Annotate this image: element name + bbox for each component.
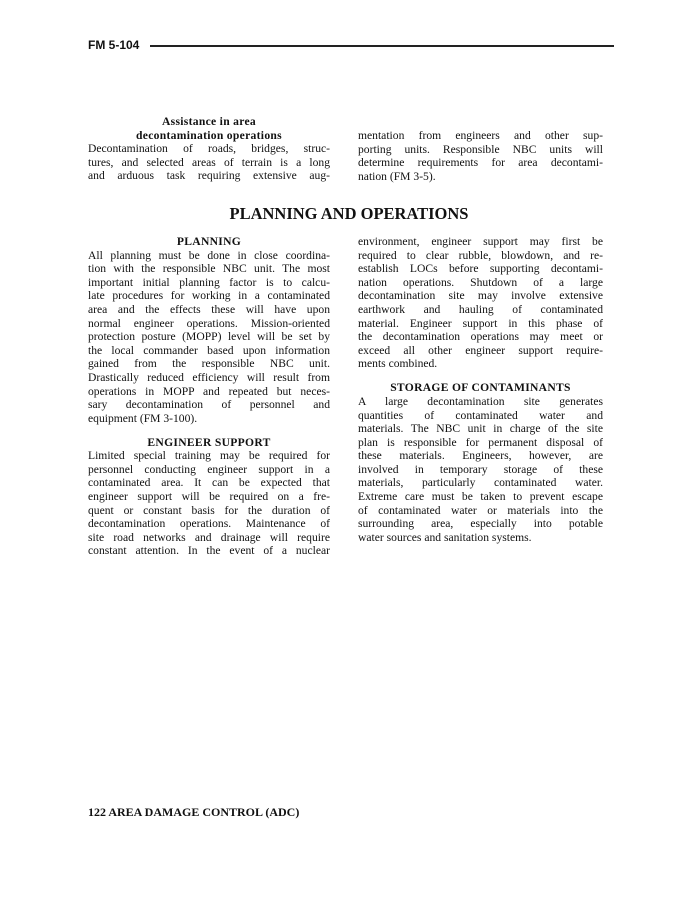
text-line: constant attention. In the event of a nuclear [88, 544, 330, 558]
paragraph [88, 142, 330, 183]
column-block [358, 129, 603, 183]
text-line: required to clear rubble, blowdown, and re- [358, 248, 603, 262]
text-line: and arduous task requiring extensive aug- [88, 169, 330, 183]
text-line: the local commander based upon information [88, 343, 330, 357]
text-line: decontamination operations. Maintenance of [88, 517, 330, 531]
text-line: these materials. Engineers, however, are [358, 449, 603, 463]
text-line: site road networks and drainage will require [88, 530, 330, 544]
text-line: sary decontamination of personnel and [88, 398, 330, 412]
text-line: Assistance in area [161, 115, 257, 128]
text-line: protection posture (MOPP) level will be set by [88, 330, 330, 344]
text-line: materials. The NBC unit in charge of the site [358, 422, 603, 436]
paragraph-gap [358, 371, 603, 381]
text-line: exceed all other engineer support require- [358, 343, 603, 357]
text-line: ENGINEER SUPPORT [147, 435, 271, 449]
text-line: important initial planning factor is to calcu- [88, 275, 330, 289]
text-line: normal engineer operations. Mission-oriented [88, 316, 330, 330]
text-line: operations in MOPP and repeated but neces- [88, 384, 330, 398]
text-line: area and the effects these will have upon [88, 302, 330, 316]
text-line: quent or constant basis for the duration of [88, 503, 330, 517]
paragraph [358, 235, 603, 371]
text-line: materials, particularly contaminated water. [358, 476, 603, 490]
paragraph [88, 449, 330, 558]
text-line: plan is responsible for permanent disposal of [358, 435, 603, 449]
text-line: STORAGE OF CONTAMINANTS [390, 381, 571, 395]
subsection-heading [358, 381, 603, 395]
text-line: contaminated area. It can be expected that [88, 476, 330, 490]
text-line: Drastically reduced efficiency will result from [88, 370, 330, 384]
text-line: decontamination site may involve extensive [358, 289, 603, 303]
text-line: equipment (FM 3-100). [88, 411, 198, 425]
text-line: late procedures for working in a contaminated [88, 289, 330, 303]
text-line: material. Engineer support in this phase of [358, 316, 603, 330]
text-line: All planning must be done in close coordina- [88, 248, 330, 262]
text-line: earthwork and hauling of contaminated [358, 302, 603, 316]
text-line: ments combined. [358, 357, 438, 371]
text-line: nation (FM 3-5). [358, 169, 436, 183]
subsection-heading [88, 235, 330, 249]
subsection-heading [88, 115, 330, 142]
text-line: mentation from engineers and other sup- [358, 129, 603, 142]
text-line: PLANNING [176, 235, 242, 248]
text-line: Limited special training may be required for [88, 449, 330, 463]
text-line: personnel conducting engineer support in a [88, 462, 330, 476]
text-line: of contaminated water or materials into the [358, 503, 603, 517]
text-line: establish LOCs before supporting decontami- [358, 262, 603, 276]
column-block [358, 235, 603, 544]
paragraph-gap [88, 425, 330, 435]
text-line: tion with the responsible NBC unit. The most [88, 262, 330, 276]
header-rule [150, 45, 614, 47]
text-line: nation operations. Shutdown of a large [358, 275, 603, 289]
section-title: PLANNING AND OPERATIONS [229, 204, 469, 223]
text-line: surrounding area, especially into potable [358, 517, 603, 531]
paragraph [358, 395, 603, 545]
text-line: tures, and selected areas of terrain is a long [88, 155, 330, 169]
text-line: porting units. Responsible NBC units will [358, 142, 603, 156]
text-line: decontamination operations [136, 128, 282, 142]
text-line: quantities of contaminated water and [358, 408, 603, 422]
text-line: A large decontamination site generates [358, 394, 603, 408]
column-block [88, 115, 330, 183]
running-header: FM 5-104 [88, 38, 140, 52]
column-block [88, 235, 330, 558]
text-line: involved in temporary storage of these [358, 462, 603, 476]
text-line: water sources and sanitation systems. [358, 530, 532, 544]
paragraph [88, 249, 330, 426]
paragraph [358, 129, 603, 183]
text-line: the decontamination operations may meet or [358, 330, 603, 344]
subsection-heading [88, 436, 330, 450]
text-line: engineer support will be required on a fre- [88, 490, 330, 504]
text-line: gained from the responsible NBC unit. [88, 357, 330, 371]
text-line: determine requirements for area decontami- [358, 156, 603, 170]
text-line: environment, engineer support may first be [358, 235, 603, 248]
page-footer: 122 AREA DAMAGE CONTROL (ADC) [88, 805, 300, 819]
text-line: Decontamination of roads, bridges, struc- [88, 142, 330, 156]
text-line: Extreme care must be taken to prevent escape [358, 490, 603, 504]
